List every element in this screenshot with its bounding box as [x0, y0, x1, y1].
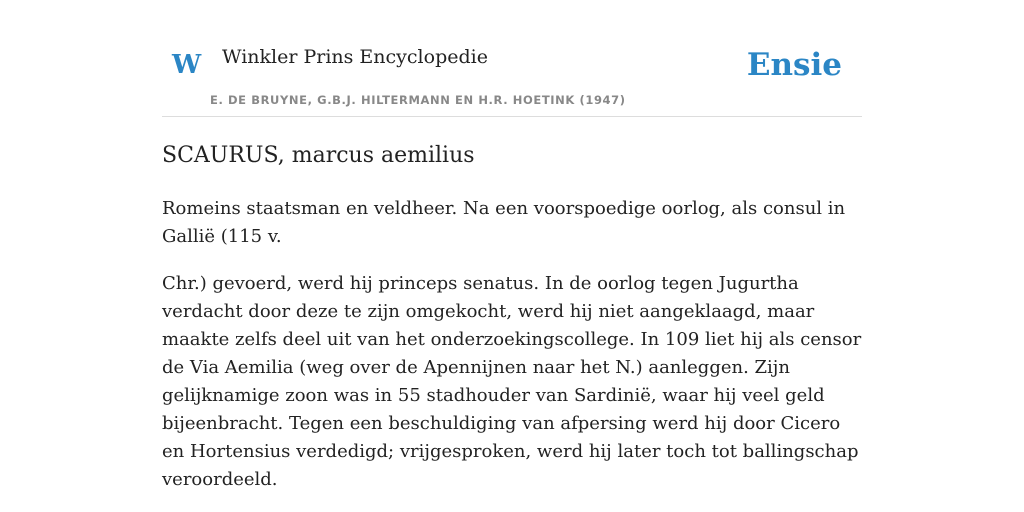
winkler-prins-logo[interactable]: W	[172, 50, 202, 80]
article-paragraph: Chr.) gevoerd, werd hij princeps senatus. In de oorlog tegen Jugurtha verdacht door deze te zijn omgekocht, werd hij niet aangeklaagd, maar maakte zelfs deel uit van het onderzoekingscollege. In 109 liet hij als censor de Via Aemilia (weg over de Apennijnen naar het N.) aanleggen. Zijn gelijknamige zoon was in 55 stadhouder van Sardinië, waar hij veel geld bijeenbracht. Tegen een beschuldiging van afpersing werd hij door Cicero en Hortensius verdedigd; vrijgesproken, werd hij later toch tot ballingschap veroordeeld.	[162, 272, 862, 490]
article-title: SCAURUS, marcus aemilius	[162, 143, 475, 168]
page-container	[162, 0, 862, 494]
ensie-logo[interactable]: Ensie	[746, 47, 842, 83]
article-paragraph: Romeins staatsman en veldheer. Na een voorspoedige oorlog, als consul in Gallië (115 v.	[162, 197, 846, 247]
site-title[interactable]: Winkler Prins Encyclopedie	[222, 46, 488, 68]
site-header	[162, 0, 862, 117]
authors-line: E. DE BRUYNE, G.B.J. HILTERMANN EN H.R. HOETINK (1947)	[210, 93, 626, 107]
